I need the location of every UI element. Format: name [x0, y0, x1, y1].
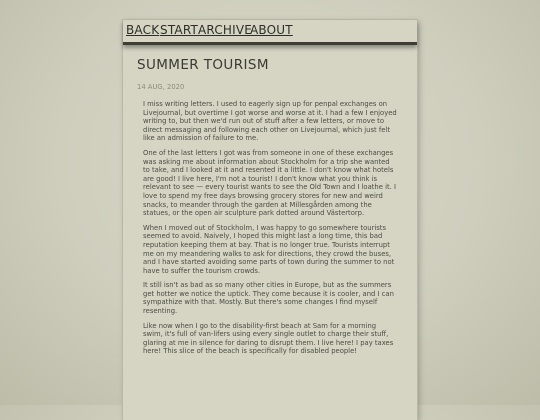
post-paragraph: One of the last letters I got was from someone in one of these exchanges was asking me about information about Stockholm for a trip she wanted to take, and I looked at it and resented it a little. I don't know what hotels are good! I live here, I'm not a tourist! I don't know what you think is relevant to see — every tourist wants to see the Old Town and I loathe it. I love to spend my free days browsing grocery stores for new and weird snacks, to meander through the garden at Millesgården among the statues, or the open air sculpture park dotted around Västertorp.	[143, 148, 396, 218]
content-panel	[123, 20, 417, 420]
post-paragraph: I miss writing letters. I used to eagerly sign up for penpal exchanges on Livejournal, but overtime I got worse and worse at it. I had a few I enjoyed writing to, but then we'd run out of stuff after a few letters, or move to direct messaging and following each other on Livejournal, which just felt like an admission of failure to me.	[143, 100, 397, 143]
post-title: SUMMER TOURISM	[137, 57, 269, 73]
nav-archive-link[interactable]: ARCHIVE	[198, 23, 253, 37]
post-date: 14 AUG, 2020	[137, 83, 185, 91]
nav-start-link[interactable]: START	[160, 23, 199, 37]
post-body	[143, 100, 398, 362]
post-paragraph: Like now when I go to the disability-first beach at Sam for a morning swim, it's full of van-lifers using every single outlet to charge their stuff, glaring at me in silence for daring to disrupt them. I live here! I pay taxes here! This slice of the beach is specifically for disabled people!	[143, 321, 394, 356]
post-paragraph: When I moved out of Stockholm, I was happy to go somewhere tourists seemed to avoid. Naively, I hoped this might last a long time, this bad reputation keeping them at bay. That is no longer true. Tourists interrupt me on my meandering walks to ask for directions, they crowd the buses, and I have started avoiding some parts of town during the summer to not have to suffer the tourism crowds.	[143, 223, 395, 275]
nav-back-link[interactable]: BACK	[126, 23, 160, 37]
top-nav	[123, 20, 417, 45]
post-paragraph: It still isn't as bad as so many other cities in Europe, but as the summers get hotter we notice the uptick. They come because it is cooler, and I can sympathize with that. Mostly. But there's some changes I find myself resenting.	[143, 281, 394, 316]
nav-about-link[interactable]: ABOUT	[250, 23, 293, 37]
